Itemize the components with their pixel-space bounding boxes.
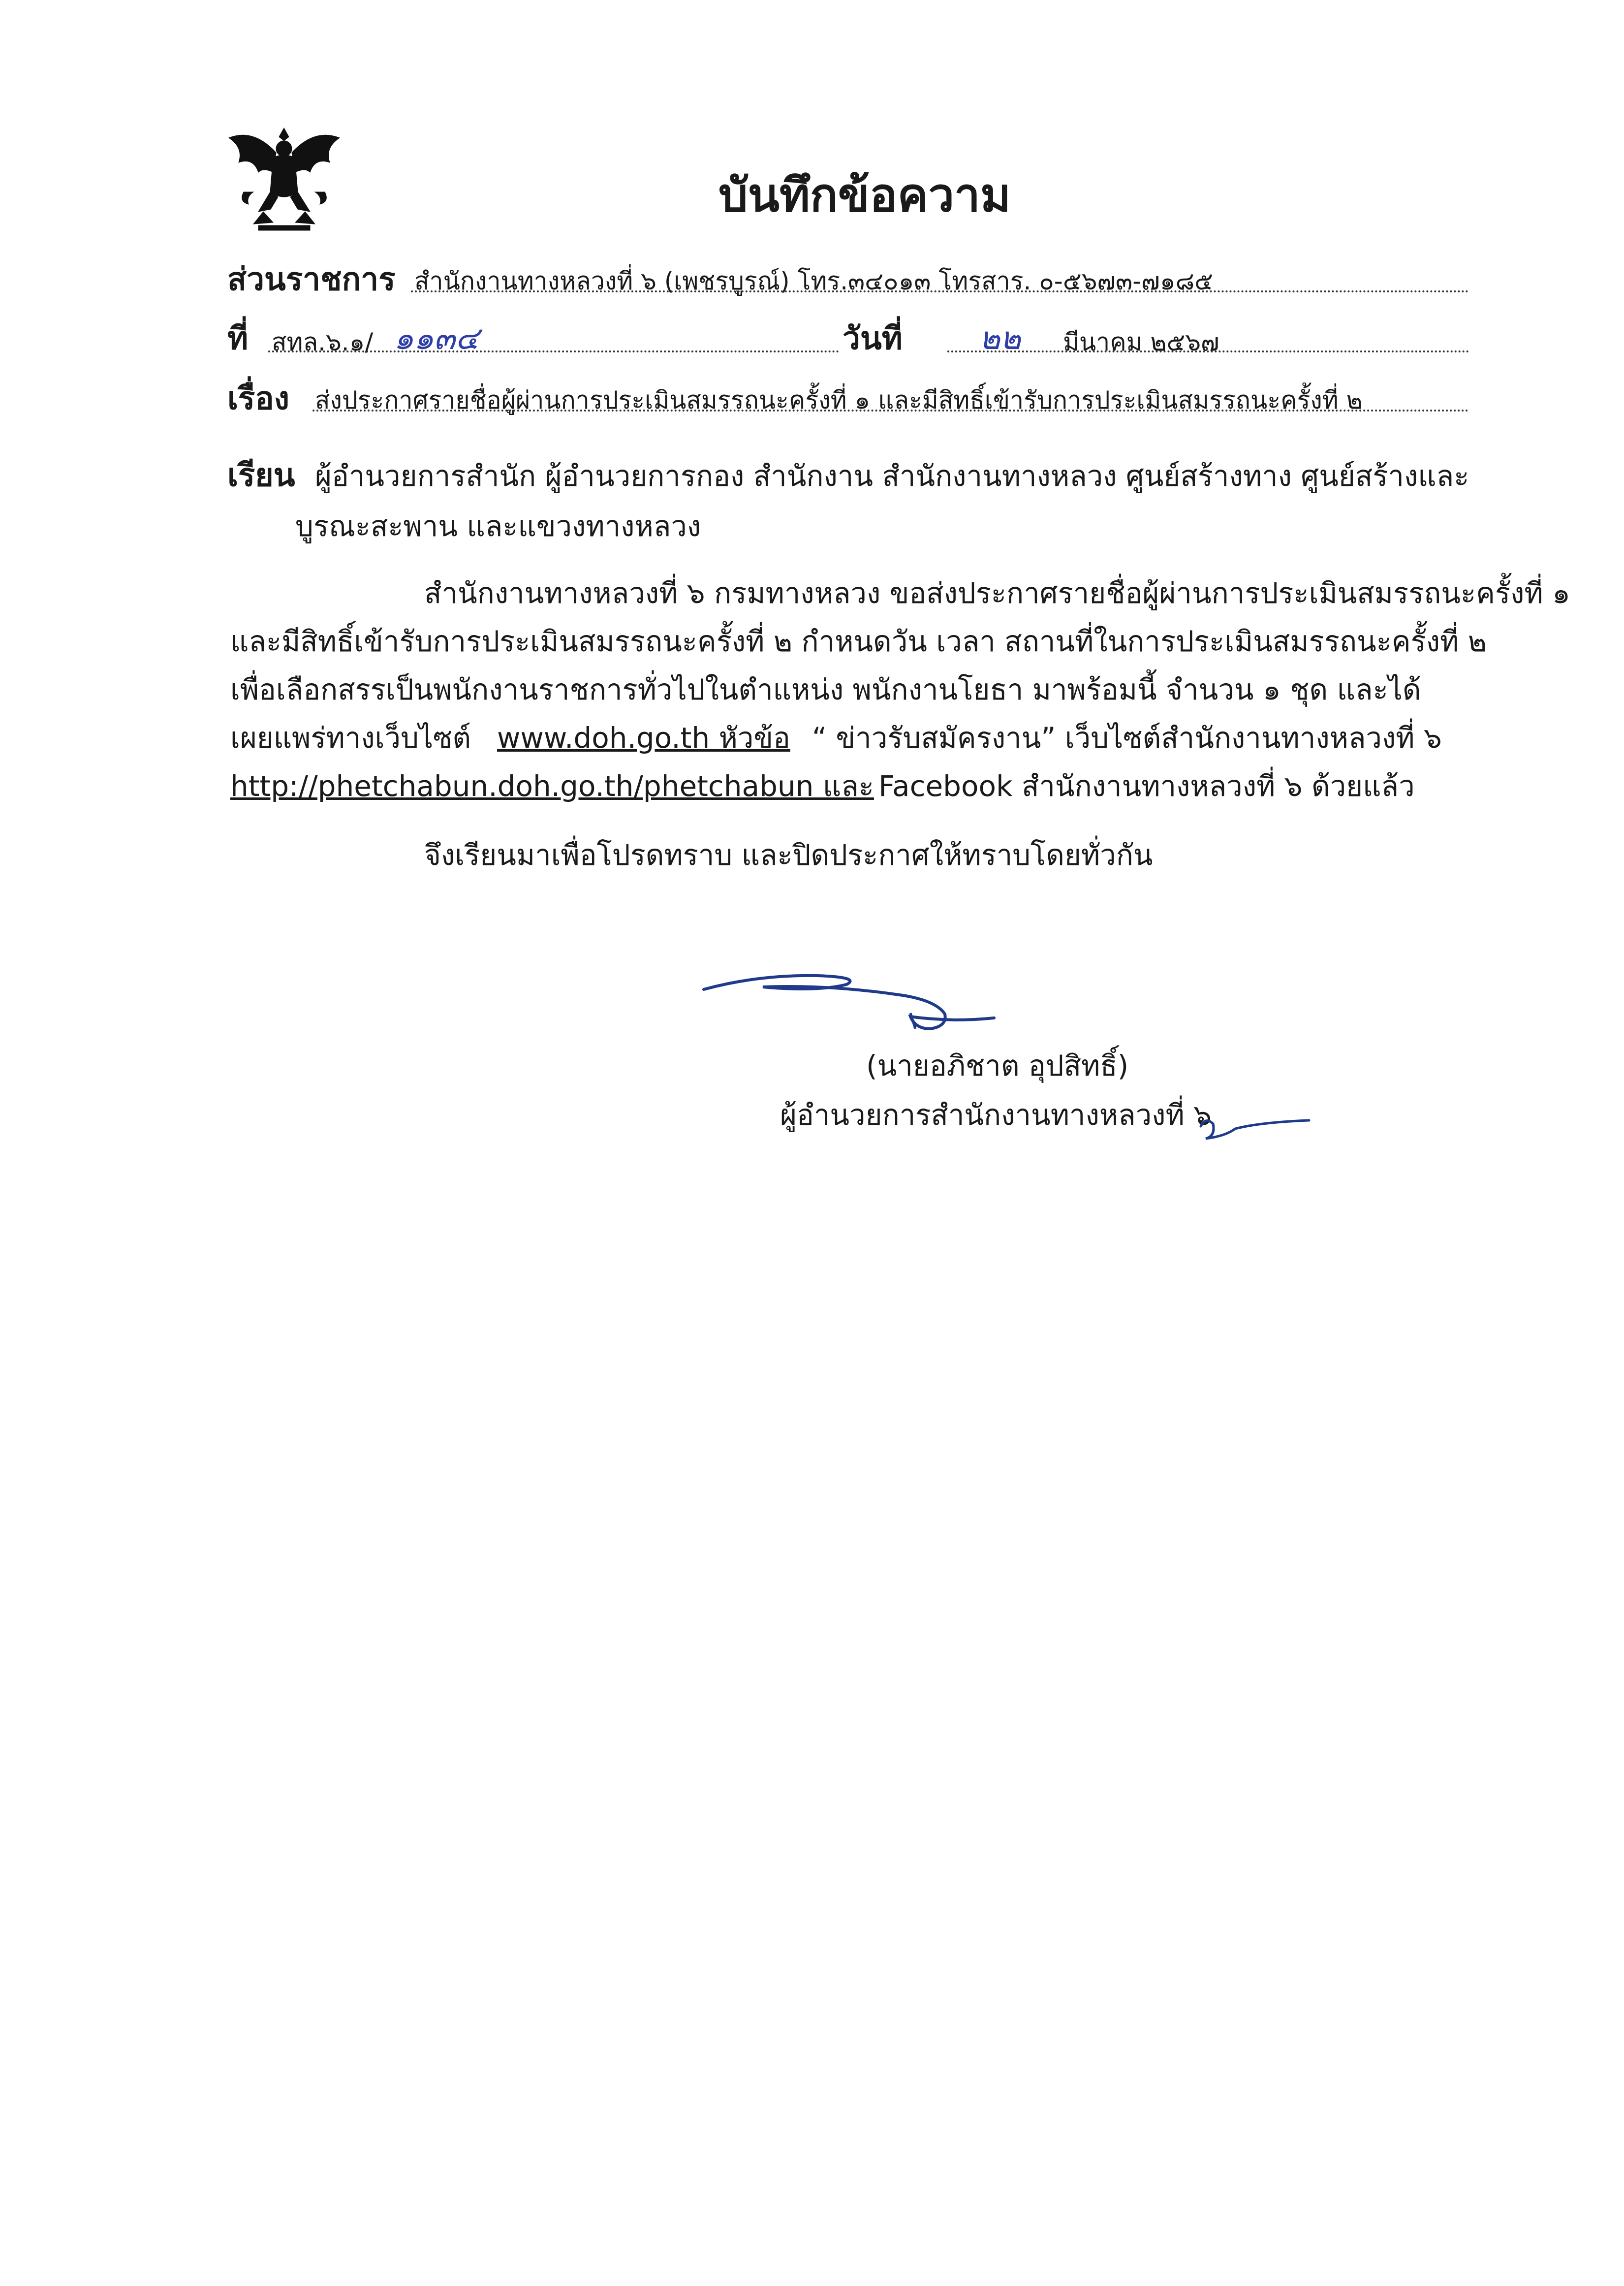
date-label: วันที่ (843, 320, 903, 357)
date-dotted-line (947, 350, 1469, 352)
ref-no-dotted-line (268, 350, 839, 352)
ref-no-label: ที่ (227, 320, 249, 357)
subject-label: เรื่อง (227, 381, 289, 417)
phetchabun-website-link[interactable]: http://phetchabun.doh.go.th/phetchabun และ (230, 769, 874, 803)
to-line-1: ผู้อำนวยการสำนัก ผู้อำนวยการกอง สำนักงาน สำนักงานทางหลวง ศูนย์สร้างทาง ศูนย์สร้างและ (315, 459, 1469, 493)
signer-position: ผู้อำนวยการสำนักงานทางหลวงที่ ๖ (780, 1098, 1212, 1132)
date-day-handwritten: ๒๒ (979, 320, 1021, 357)
body-line-1: สำนักงานทางหลวงที่ ๖ กรมทางหลวง ขอส่งประกาศรายชื่อผู้ผ่านการประเมินสมรรถนะครั้งที่ ๑ (424, 576, 1570, 610)
subject-dotted-line (312, 410, 1469, 412)
subject-value: ส่งประกาศรายชื่อผู้ผ่านการประเมินสมรรถนะครั้งที่ ๑ และมีสิทธิ์เข้ารับการประเมินสมรรถนะครั้งที่ ๒ (315, 386, 1363, 414)
ref-no-value: สทล.๖.๑/ (272, 328, 374, 356)
date-month-year: มีนาคม ๒๕๖๗ (1063, 328, 1219, 356)
body-line-4-rest: “ ข่าวรับสมัครงาน” เว็บไซต์สำนักงานทางหลวงที่ ๖ (812, 721, 1442, 755)
body-line-3: เพื่อเลือกสรรเป็นพนักงานราชการทั่วไปในตำแหน่ง พนักงานโยธา มาพร้อมนี้ จำนวน ๑ ชุด และได้ (230, 673, 1421, 706)
handwritten-signature-icon (699, 965, 1043, 1044)
to-label: เรียน (227, 457, 295, 494)
to-line-2: บูรณะสะพาน และแขวงทางหลวง (295, 509, 701, 543)
signer-name: (นายอภิชาต อุปสิทธิ์) (866, 1049, 1129, 1082)
body-line-4-text: เผยแพร่ทางเว็บไซต์ (230, 721, 471, 755)
initials-scribble-icon (1196, 1111, 1314, 1146)
agency-value: สำนักงานทางหลวงที่ ๖ (เพชรบูรณ์) โทร.๓๔๐๑๓ โทรสาร. ๐-๕๖๗๓-๗๑๘๕ (414, 267, 1213, 295)
agency-dotted-line (411, 290, 1469, 292)
garuda-emblem-icon (224, 118, 344, 239)
body-line-5-rest: Facebook สำนักงานทางหลวงที่ ๖ ด้วยแล้ว (878, 769, 1415, 803)
body-line-2: และมีสิทธิ์เข้ารับการประเมินสมรรถนะครั้งที่ ๒ กำหนดวัน เวลา สถานที่ในการประเมินสมรรถนะครั้งที่ ๒ (230, 625, 1487, 658)
document-title: บันทึกข้อความ (718, 169, 1011, 222)
agency-label: ส่วนราชการ (227, 261, 396, 298)
doh-website-link[interactable]: www.doh.go.th หัวข้อ (497, 721, 790, 755)
closing-line: จึงเรียนมาเพื่อโปรดทราบ และปิดประกาศให้ทราบโดยทั่วกัน (424, 838, 1153, 872)
ref-no-handwritten: ๑๑๓๔ (394, 320, 479, 357)
